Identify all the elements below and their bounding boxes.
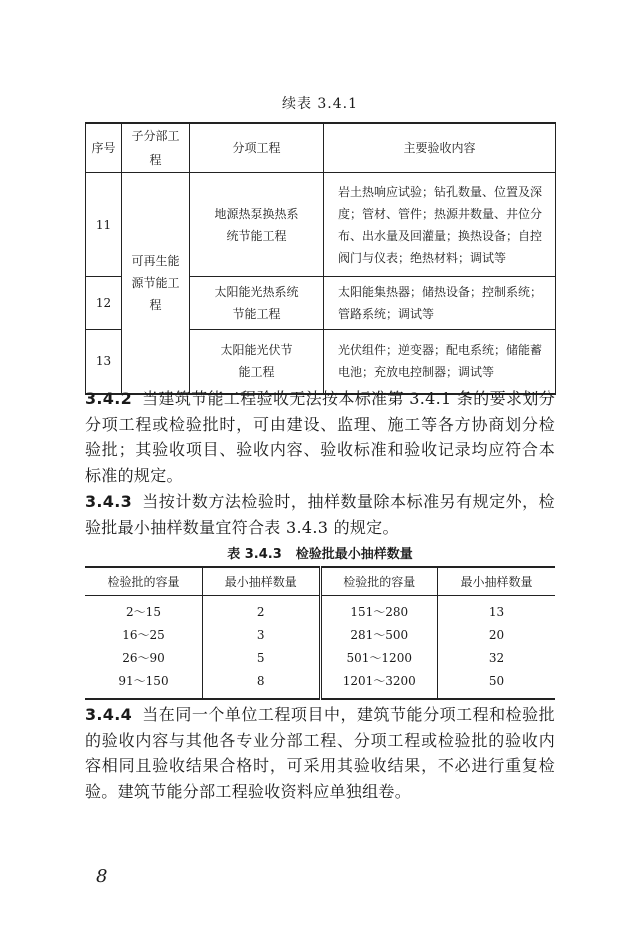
table-header-row [85, 567, 555, 596]
clause-text: 当在同一个单位工程项目中，建筑节能分项工程和检验批的验收内容与其他各专业分部工程、分项工程或检验批的验收内容相同且验收结果合格时，可采用其验收结果，不必进行重复检验。建筑节能分部工程验收资料应单独组卷。 [85, 705, 555, 801]
header-no: 序号 [86, 123, 122, 173]
table1-caption: 续表 3.4.1 [281, 96, 359, 112]
table2-caption-label: 表 3.4.3 [227, 547, 282, 562]
table-row [86, 173, 556, 277]
cell: 281～500 [320, 624, 438, 647]
cell: 1201～3200 [320, 670, 438, 699]
table-row [85, 670, 555, 699]
header-content: 主要验收内容 [324, 123, 556, 173]
header-min-samples: 最小抽样数量 [203, 567, 321, 596]
clause-3-4-3 [85, 489, 555, 540]
clause-number: 3.4.3 [85, 492, 133, 511]
clause-text: 当建筑节能工程验收无法按本标准第 3.4.1 条的要求划分分项工程或检验批时，可由建设、监理、施工等各方协商划分检验批；其验收项目、验收内容、验收标准和验收记录均应符合本标准的规定。 [85, 389, 555, 485]
row-item: 地源热泵换热系统节能工程 [190, 173, 324, 277]
cell: 20 [438, 624, 556, 647]
cell: 50 [438, 670, 556, 699]
row-content: 光伏组件；逆变器；配电系统；储能蓄电池；充放电控制器；调试等 [324, 330, 556, 394]
cell: 501～1200 [320, 647, 438, 670]
row-no: 12 [86, 277, 122, 330]
subdivision-cell: 可再生能源节能工程 [122, 173, 190, 394]
clause-text: 当按计数方法检验时，抽样数量除本标准另有规定外，检验批最小抽样数量宜符合表 3.4.3 的规定。 [85, 492, 555, 537]
row-content: 岩土热响应试验；钻孔数量、位置及深度；管材、管件；热源井数量、井位分布、出水量及回灌量；换热设备；自控阀门与仪表；绝热材料；调试等 [324, 173, 556, 277]
cell: 2 [203, 596, 321, 625]
row-item: 太阳能光热系统节能工程 [190, 277, 324, 330]
table2-caption-title: 检验批最小抽样数量 [295, 547, 413, 562]
clause-3-4-4 [85, 702, 555, 804]
row-item: 太阳能光伏节能工程 [190, 330, 324, 394]
cell: 91～150 [85, 670, 203, 699]
cell: 32 [438, 647, 556, 670]
cell: 13 [438, 596, 556, 625]
cell: 16～25 [85, 624, 203, 647]
row-no: 11 [86, 173, 122, 277]
table-row [85, 624, 555, 647]
header-item: 分项工程 [190, 123, 324, 173]
cell: 151～280 [320, 596, 438, 625]
table2-caption [0, 543, 640, 562]
table-row [85, 596, 555, 625]
acceptance-content-table [85, 122, 556, 395]
header-capacity: 检验批的容量 [320, 567, 438, 596]
cell: 26～90 [85, 647, 203, 670]
clause-number: 3.4.2 [85, 389, 133, 408]
cell: 5 [203, 647, 321, 670]
table-row [85, 647, 555, 670]
cell: 8 [203, 670, 321, 699]
header-subdivision: 子分部工程 [122, 123, 190, 173]
page-number: 8 [96, 866, 108, 887]
min-sampling-table [85, 566, 555, 700]
cell: 3 [203, 624, 321, 647]
table-header-row [86, 123, 556, 173]
clause-3-4-2 [85, 386, 555, 488]
cell: 2～15 [85, 596, 203, 625]
header-capacity: 检验批的容量 [85, 567, 203, 596]
header-min-samples: 最小抽样数量 [438, 567, 556, 596]
row-content: 太阳能集热器；储热设备；控制系统；管路系统；调试等 [324, 277, 556, 330]
row-no: 13 [86, 330, 122, 394]
clause-number: 3.4.4 [85, 705, 133, 724]
